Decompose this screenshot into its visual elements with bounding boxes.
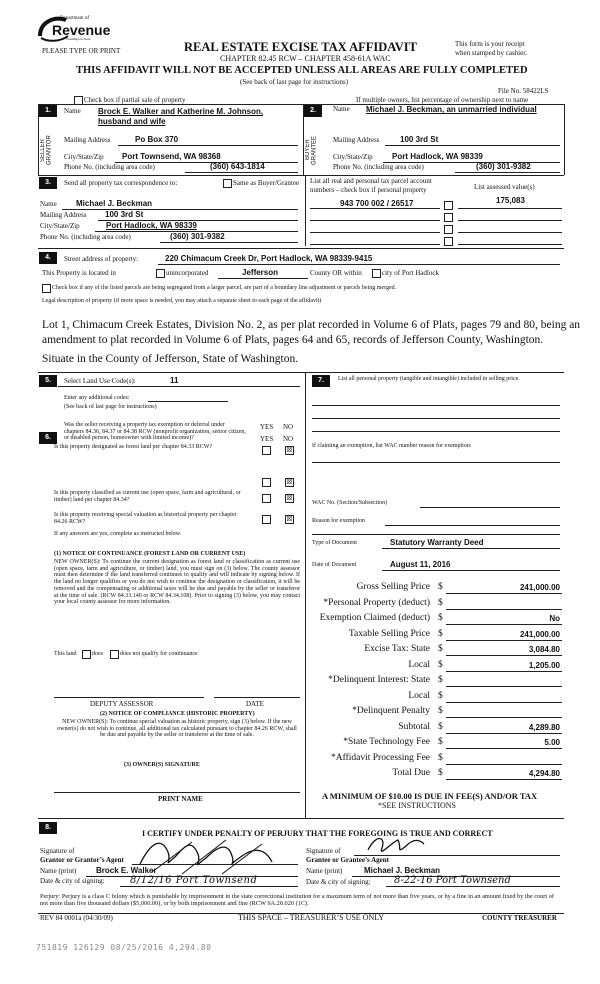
amount-label: *Personal Property (deduct) bbox=[323, 598, 430, 608]
amount-currency: $ bbox=[438, 722, 443, 732]
county-or-within: County OR within bbox=[310, 269, 362, 277]
parcel-personal-checkbox-4[interactable] bbox=[444, 237, 453, 246]
legal-situate-text: Situate in the County of Jefferson, State of Washington. bbox=[42, 353, 299, 365]
doc-type-value: Statutory Warranty Deed bbox=[390, 538, 484, 547]
logo-dept: Department of bbox=[60, 16, 90, 21]
grantee-date-label: Date & city of signing: bbox=[306, 878, 371, 886]
historic-yes-checkbox[interactable] bbox=[262, 515, 271, 524]
amount-label: Exemption Claimed (deduct) bbox=[319, 613, 430, 623]
perjury-statement: Perjury: Perjury is a class C felony which is punishable by imprisonment in the state correctional institution for a maximum term of not more than five years, or by a fine in an amount fixed by the court of not more than five thousand dollars ($5,000.00), or by both imprisonment and fine (RCW 9A.20.020 (1C). bbox=[40, 893, 554, 908]
exemption-no-checkbox[interactable]: ☒ bbox=[286, 446, 293, 454]
amount-label: *State Technology Fee bbox=[343, 737, 430, 747]
form-title: REAL ESTATE EXCISE TAX AFFIDAVIT bbox=[184, 40, 417, 54]
amount-value: 5.00 bbox=[544, 738, 560, 747]
legal-description-text: Lot 1, Chimacum Creek Estates, Division No. 2, as per plat recorded in Volume 6 of Plats, pages 79 and 80, being an amendment to plat recorded in Volume 6 of Plats, pages 64 and 65, records of Jefferson County, Washington. bbox=[42, 319, 581, 346]
land-does-not-label: does not qualify for continuance bbox=[120, 651, 198, 657]
amount-currency: $ bbox=[438, 691, 443, 701]
multiple-owners-note: If multiple owners, list percentage of ownership next to name bbox=[356, 96, 529, 104]
forest-yes-checkbox[interactable] bbox=[262, 478, 271, 487]
see-back-note: (See back of last page for instructions) bbox=[240, 78, 349, 86]
amount-underline bbox=[446, 717, 562, 718]
amount-underline bbox=[446, 624, 562, 625]
amount-currency: $ bbox=[438, 768, 443, 778]
send-correspondence-label: Send all property tax correspondence to: bbox=[64, 179, 178, 187]
unincorporated-checkbox[interactable] bbox=[156, 269, 165, 278]
section-8-number: 8. bbox=[39, 822, 57, 834]
notice-2-title: (2) NOTICE OF COMPLIANCE (HISTORIC PROPERTY) bbox=[100, 711, 255, 717]
receipt-note-1: This form is your receipt bbox=[455, 40, 525, 48]
s3-city-value: Port Hadlock, WA 98339 bbox=[106, 221, 197, 230]
city-of-label: city of Port Hadlock bbox=[382, 269, 439, 277]
logo-name: Revenue bbox=[52, 22, 111, 38]
minimum-due-note: A MINIMUM OF $10.00 IS DUE IN FEE(S) AND/OR TAX bbox=[322, 791, 538, 801]
see-instructions-note: *SEE INSTRUCTIONS bbox=[378, 801, 457, 810]
type-or-print: PLEASE TYPE OR PRINT bbox=[42, 47, 121, 55]
amount-currency: $ bbox=[438, 675, 443, 685]
s3-mailing-value: 100 3rd St bbox=[105, 210, 144, 219]
parcel-list-label-1: List all real and personal tax parcel account bbox=[310, 177, 432, 185]
parcel-personal-checkbox-3[interactable] bbox=[444, 225, 453, 234]
amount-label: Local bbox=[408, 660, 430, 670]
buyer-name-label: Name bbox=[333, 105, 350, 113]
exemption-yes-checkbox[interactable] bbox=[262, 446, 271, 455]
amount-currency: $ bbox=[438, 598, 443, 608]
assessed-value-label: List assessed value(s) bbox=[474, 183, 535, 191]
seller-name-label: Name bbox=[64, 107, 81, 115]
doc-date-label: Date of Document bbox=[312, 562, 357, 568]
land-does-label: does bbox=[92, 651, 103, 657]
s6-no-label: NO bbox=[283, 435, 294, 443]
s3-phone-label: Phone No. (including area code) bbox=[40, 233, 131, 241]
parcel-personal-checkbox-2[interactable] bbox=[444, 213, 453, 222]
section-6-number: 6. bbox=[39, 432, 57, 444]
buyer-mailing-label: Mailing Address bbox=[333, 136, 380, 144]
buyer-phone-label: Phone No. (including area code) bbox=[333, 163, 424, 171]
amount-underline bbox=[446, 764, 562, 765]
exemption-question: Was the seller receiving a property tax exemption or deferral under chapters 84.36, 84.37 or 84.38 RCW (nonprofit organization, senior citizen, or disabled person, homeowner with limited income)? bbox=[64, 422, 246, 442]
certify-statement: I CERTIFY UNDER PENALTY OF PERJURY THAT THE FOREGOING IS TRUE AND CORRECT bbox=[142, 829, 493, 838]
grantee-date-handwritten: 8-22-16 Port Townsend bbox=[394, 875, 511, 886]
file-number: File No. 58422LS bbox=[498, 87, 549, 95]
same-as-buyer-label: Same as Buyer/Grantee bbox=[233, 179, 300, 187]
parcel-personal-checkbox-1[interactable] bbox=[444, 201, 453, 210]
seller-city-value: Port Townsend, WA 98368 bbox=[122, 152, 221, 161]
personal-property-label: List all personal property (tangible and intangible) included in selling price. bbox=[338, 376, 520, 382]
buyer-city-value: Port Hadlock, WA 98339 bbox=[392, 152, 483, 161]
legal-description-label: Legal description of property (if more space is needed, you may attach a separate sheet to each page of the affidavit) bbox=[42, 298, 322, 304]
grantor-signature-label-2: Grantor or Grantor’s Agent bbox=[40, 856, 124, 864]
s3-mailing-label: Mailing Address bbox=[40, 211, 87, 219]
amount-label: *Delinquent Penalty bbox=[352, 706, 430, 716]
amount-label: Taxable Selling Price bbox=[348, 629, 430, 639]
amount-underline bbox=[446, 702, 562, 703]
notice-1-title: (1) NOTICE OF CONTINUANCE (FOREST LAND OR CURRENT USE) bbox=[54, 551, 246, 557]
owner-signature-label: (3) OWNER(S) SIGNATURE bbox=[124, 762, 200, 768]
amount-value: 241,000.00 bbox=[519, 630, 560, 639]
grantor-signature-label-1: Signature of bbox=[40, 847, 75, 855]
amount-underline bbox=[446, 609, 562, 610]
amount-value: 241,000.00 bbox=[519, 583, 560, 592]
buyer-mailing-value: 100 3rd St bbox=[400, 135, 439, 144]
amount-underline bbox=[446, 686, 562, 687]
s5-yes-label: YES bbox=[260, 423, 274, 431]
section-7-number: 7. bbox=[312, 375, 330, 387]
forest-no-checkbox[interactable]: ☒ bbox=[286, 478, 293, 486]
s3-city-label: City/State/Zip bbox=[40, 222, 80, 230]
seller-mailing-label: Mailing Address bbox=[64, 136, 111, 144]
s6-yes-label: YES bbox=[260, 435, 274, 443]
grantee-signature-label-1: Signature of bbox=[306, 847, 341, 855]
amount-currency: $ bbox=[438, 644, 443, 654]
amount-label: *Affidavit Processing Fee bbox=[330, 753, 430, 763]
amount-value: 4,294.80 bbox=[528, 769, 560, 778]
s5-no-label: NO bbox=[283, 423, 294, 431]
segregated-label: Check box if any of the listed parcels are being segregated from a larger parcel, are part of a boundary line adjustment or parcels being merged. bbox=[52, 285, 397, 291]
land-use-label: Select Land Use Code(s): bbox=[64, 377, 136, 385]
exemption-wac-label: If claiming an exemption, list WAC number reason for exemption: bbox=[312, 443, 472, 449]
street-address-value: 220 Chimacum Creek Dr, Port Hadlock, WA 98339-9415 bbox=[165, 254, 373, 263]
amount-underline bbox=[446, 779, 562, 780]
assessed-value: 175,083 bbox=[496, 196, 525, 205]
seller-name-line-1: Brock E. Walker and Katherine M. Johnson, bbox=[98, 107, 264, 116]
grantor-signature-scribble bbox=[132, 834, 292, 880]
warning-banner: THIS AFFIDAVIT WILL NOT BE ACCEPTED UNLESS ALL AREAS ARE FULLY COMPLETED bbox=[76, 65, 528, 76]
parcel-number: 943 700 002 / 26517 bbox=[340, 199, 414, 208]
this-land-label: This land bbox=[54, 651, 77, 657]
amount-value: 4,289.80 bbox=[528, 723, 560, 732]
section-3-number: 3. bbox=[39, 177, 57, 189]
deputy-date-label: DATE bbox=[246, 700, 264, 708]
additional-codes-label: Enter any additional codes: bbox=[64, 395, 130, 401]
doc-date-value: August 11, 2016 bbox=[390, 560, 451, 569]
notice-2-text: NEW OWNER(S): To continue special valuation as historic property, sign (3) below. If the new owner(s) do not wish to continue, all additional tax calculated pursuant to chapter 84.26 RCW, shall be due and payable by the seller or transferor at the time of sale. bbox=[57, 719, 297, 739]
seller-phone-value: (360) 643-1814 bbox=[210, 162, 265, 171]
grantor-date-label: Date & city of signing: bbox=[40, 877, 105, 885]
s3-name-value: Michael J. Beckman bbox=[76, 199, 153, 208]
form-subtitle: CHAPTER 82.45 RCW – CHAPTER 458-61A WAC bbox=[220, 54, 391, 63]
amount-underline bbox=[446, 640, 562, 641]
amount-currency: $ bbox=[438, 613, 443, 623]
receipt-note-2: when stamped by cashier. bbox=[455, 49, 527, 57]
grantee-name-value: Michael J. Beckman bbox=[364, 866, 441, 875]
grantor-date-handwritten: 8/12/16 Port Townsend bbox=[130, 875, 258, 886]
form-revision: REV 84 0001a (04/30/09) bbox=[40, 914, 113, 922]
s3-phone-value: (360) 301-9382 bbox=[170, 232, 225, 241]
grantee-signature-label-2: Grantee or Grantee’s Agent bbox=[306, 856, 390, 864]
same-as-buyer-checkbox[interactable] bbox=[223, 179, 232, 188]
amount-currency: $ bbox=[438, 737, 443, 747]
grantor-name-value: Brock E. Walker bbox=[96, 866, 157, 875]
deputy-assessor-label: DEPUTY ASSESSOR bbox=[90, 700, 154, 708]
land-use-value: 11 bbox=[170, 376, 179, 385]
treasurer-stamp: 751819 126129 08/25/2016 4,294.80 bbox=[36, 943, 212, 952]
section-4-number: 4. bbox=[39, 252, 57, 264]
city-checkbox[interactable] bbox=[372, 269, 381, 278]
partial-sale-label: Check box if partial sale of property bbox=[84, 96, 186, 104]
treasurer-use-only: THIS SPACE – TREASURER’S USE ONLY bbox=[238, 913, 385, 922]
doc-type-label: Type of Document bbox=[312, 540, 357, 546]
wac-number-label: WAC No. (Section/Subsection) bbox=[312, 500, 388, 506]
amount-underline bbox=[446, 593, 562, 594]
amount-underline bbox=[446, 671, 562, 672]
amount-label: *Delinquent Interest: State bbox=[328, 675, 430, 685]
unincorporated-label: unincorporated bbox=[166, 269, 209, 277]
amount-label: Subtotal bbox=[398, 722, 430, 732]
street-address-label: Street address of property: bbox=[64, 255, 139, 263]
notice-1-text: NEW OWNER(S): To continue the current designation as forest land or classification as current use (open space, farm and agriculture, or timber) land, you must sign on (3) below. The county assessor must then determine if the land transferred continues to qualify and will indicate by signing below. If the land no longer qualifies or you do not wish to continue the designation or classification, it will be removed and the compensating or additional taxes will be due and payable by the seller or transferor at the time of sale. (RCW 84.33.140 or RCW 84.34.108). Prior to signing (3) below, you may contact your local county assessor for more information. bbox=[54, 559, 300, 606]
county-treasurer-label: COUNTY TREASURER bbox=[482, 914, 557, 922]
amount-label: Local bbox=[408, 691, 430, 701]
grantee-signature-scribble bbox=[362, 832, 432, 858]
historic-question: Is this property receiving special valuation as historical property per chapter 84.26 RCW? bbox=[54, 512, 237, 525]
amount-currency: $ bbox=[438, 629, 443, 639]
exemption-reason-label: Reason for exemption bbox=[312, 518, 365, 524]
s5-see-back: (See back of last page for instructions) bbox=[64, 404, 157, 410]
seller-phone-label: Phone No. (including area code) bbox=[64, 163, 155, 171]
amount-currency: $ bbox=[438, 753, 443, 763]
s3-name-label: Name bbox=[40, 200, 57, 208]
current-use-yes-checkbox[interactable] bbox=[262, 494, 271, 503]
amount-currency: $ bbox=[438, 706, 443, 716]
amount-label: Total Due bbox=[392, 768, 430, 778]
seller-mailing-value: Po Box 370 bbox=[135, 135, 179, 144]
revenue-logo bbox=[38, 14, 111, 44]
seller-city-label: City/State/Zip bbox=[64, 153, 104, 161]
buyer-grantee-label: BUYER GRANTEE bbox=[305, 135, 318, 165]
amount-label: Excise Tax: State bbox=[364, 644, 430, 654]
logo-state: Washington State bbox=[66, 37, 91, 41]
buyer-phone-value: (360) 301-9382 bbox=[476, 162, 531, 171]
grantor-name-label: Name (print) bbox=[40, 867, 77, 875]
print-name-label: PRINT NAME bbox=[158, 795, 203, 803]
grantee-name-label: Name (print) bbox=[306, 867, 343, 875]
amount-value: 3,084.80 bbox=[528, 645, 560, 654]
amount-underline bbox=[446, 748, 562, 749]
forest-land-question: Is this property designated as forest land per chapter 84.33 RCW? bbox=[54, 444, 213, 450]
land-does-not-checkbox[interactable] bbox=[110, 650, 119, 659]
amount-value: 1,205.00 bbox=[528, 661, 560, 670]
section-5-number: 5. bbox=[39, 375, 57, 387]
segregated-checkbox[interactable] bbox=[42, 284, 51, 293]
amount-underline bbox=[446, 733, 562, 734]
located-label: This Property is located in bbox=[42, 269, 116, 277]
county-value: Jefferson bbox=[242, 268, 279, 277]
if-yes-note: If any answers are yes, complete as instructed below. bbox=[54, 531, 182, 537]
amount-label: Gross Selling Price bbox=[356, 582, 430, 592]
amount-currency: $ bbox=[438, 582, 443, 592]
amount-underline bbox=[446, 655, 562, 656]
current-use-question: Is this property classified as current use (open space, farm and agricultural, or timber) land per chapter 84.34? bbox=[54, 490, 241, 503]
parcel-list-label-2: numbers – check box if personal property bbox=[310, 186, 427, 194]
buyer-name-value: Michael J. Beckman, an unmarried individual bbox=[366, 105, 537, 114]
amount-currency: $ bbox=[438, 660, 443, 670]
historic-no-checkbox[interactable]: ☒ bbox=[286, 515, 293, 523]
seller-name-line-2: husband and wife bbox=[98, 117, 166, 126]
buyer-city-label: City/State/Zip bbox=[333, 153, 373, 161]
section-2-number: 2. bbox=[304, 105, 322, 117]
section-1-number: 1. bbox=[39, 105, 57, 117]
land-does-checkbox[interactable] bbox=[82, 650, 91, 659]
amount-value: No bbox=[549, 614, 560, 623]
seller-grantor-label: SELLER GRANTOR bbox=[40, 135, 53, 165]
current-use-no-checkbox[interactable]: ☒ bbox=[286, 494, 293, 502]
